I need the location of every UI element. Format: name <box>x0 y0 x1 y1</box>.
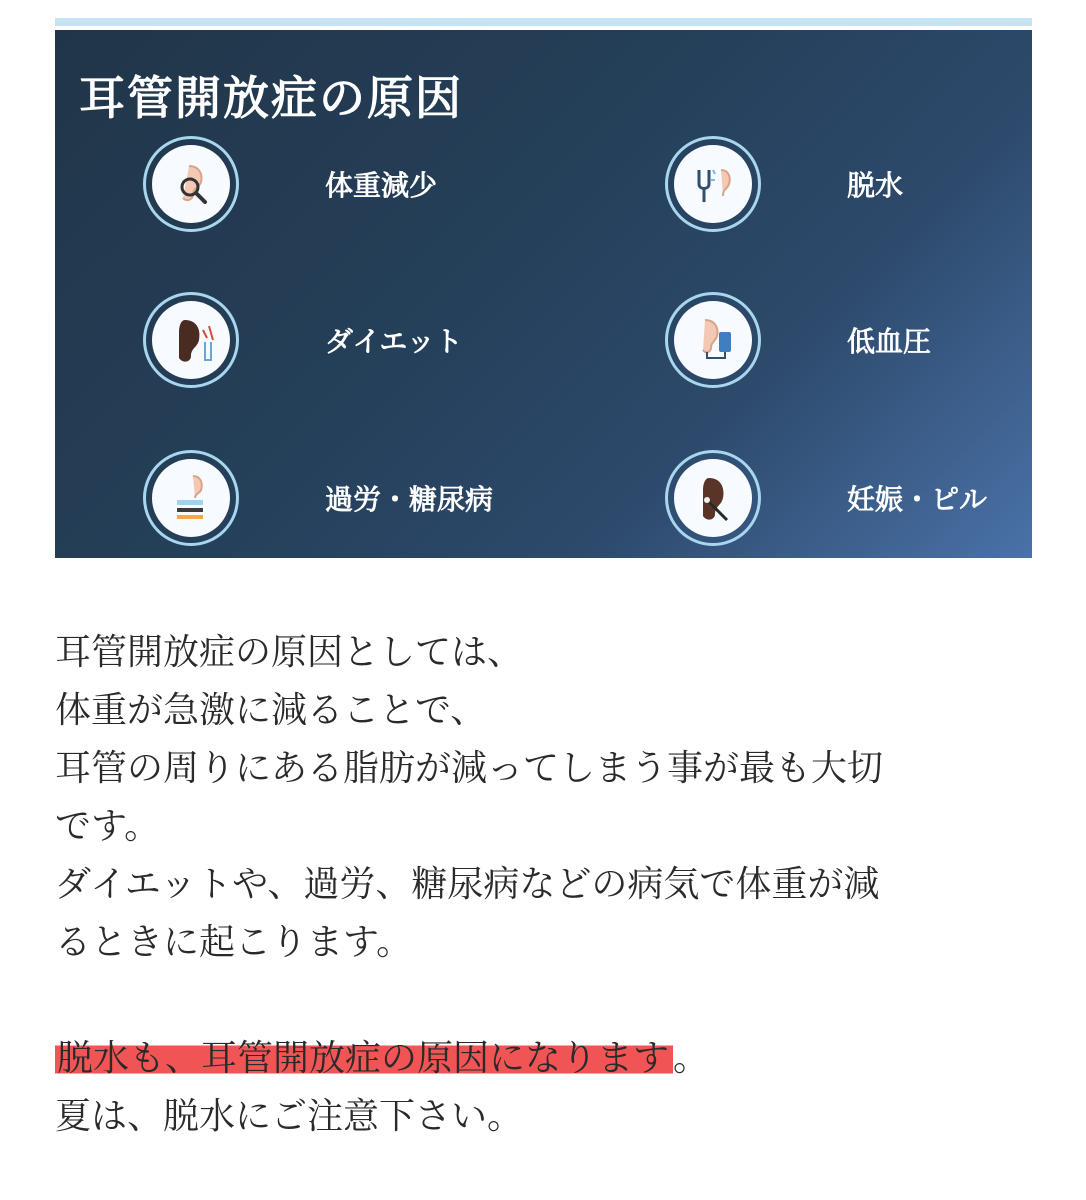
article-line: です。 <box>55 806 161 847</box>
cause-item-weight-loss <box>143 136 437 232</box>
cause-label: 脱水 <box>847 169 904 202</box>
ear-sound-icon <box>143 292 239 388</box>
top-divider <box>55 18 1032 26</box>
red-marker-highlight: 脱水も、耳管開放症の原因になります <box>55 1038 673 1079</box>
article-line: 耳管開放症の原因としては、 <box>55 632 524 673</box>
article-line: 体重が急激に減ることで、 <box>55 690 487 731</box>
banner-title: 耳管開放症の原因 <box>79 71 463 125</box>
article-line: るときに起こります。 <box>55 922 413 963</box>
cause-label: 体重減少 <box>325 169 438 202</box>
cause-label: 過労・糖尿病 <box>325 483 494 516</box>
article-line: 耳管の周りにある脂肪が減ってしまう事が最も大切 <box>55 748 884 789</box>
highlighted-line <box>55 1030 1045 1088</box>
causes-banner <box>55 30 1032 558</box>
cause-item-diet <box>143 292 463 388</box>
ear-blood-pressure-icon <box>665 292 761 388</box>
article-line: ダイエットや、過労、糖尿病などの病気で体重が減 <box>55 864 880 905</box>
article-last-line: 夏は、脱水にご注意下さい。 <box>55 1096 524 1137</box>
tuning-fork-ear-icon <box>665 136 761 232</box>
ear-scale-icon <box>143 450 239 546</box>
cause-item-dehydration <box>665 136 903 232</box>
cause-label: ダイエット <box>325 325 463 358</box>
cause-label: 低血圧 <box>847 325 932 358</box>
ear-magnifier-icon <box>143 136 239 232</box>
article-text <box>55 624 1045 1146</box>
cause-item-pregnancy-pill <box>665 450 987 546</box>
cause-item-low-blood-pressure <box>665 292 931 388</box>
cause-label: 妊娠・ピル <box>847 483 988 516</box>
highlighted-line-end: 。 <box>673 1038 710 1079</box>
ear-swab-icon <box>665 450 761 546</box>
cause-item-fatigue-diabetes <box>143 450 493 546</box>
